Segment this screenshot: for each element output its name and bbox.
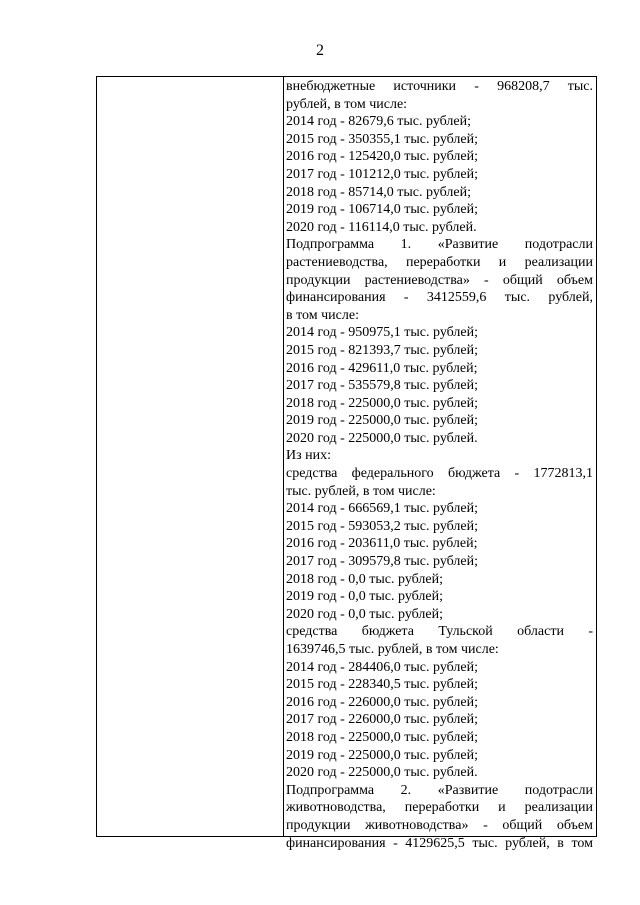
text-line: финансирования - 4129625,5 тыс. рублей, в том	[286, 835, 593, 851]
text-line: 2017 год - 309579,8 тыс. рублей;	[286, 554, 479, 570]
text-line: тыс. рублей, в том числе:	[286, 483, 436, 499]
text-line: 2017 год - 101212,0 тыс. рублей;	[286, 166, 479, 182]
text-line: 2014 год - 82679,6 тыс. рублей;	[286, 114, 472, 130]
text-line: 2017 год - 226000,0 тыс. рублей;	[286, 712, 479, 728]
text-line: в том числе:	[286, 307, 359, 323]
document-table	[96, 76, 597, 851]
text-line: 2014 год - 666569,1 тыс. рублей;	[286, 501, 479, 517]
text-line: 2018 год - 225000,0 тыс. рублей;	[286, 395, 479, 411]
text-line: 2016 год - 429611,0 тыс. рублей;	[286, 360, 478, 376]
text-line: 2014 год - 284406,0 тыс. рублей;	[286, 659, 479, 675]
text-line: рублей, в том числе:	[286, 96, 408, 112]
text-line: 2016 год - 125420,0 тыс. рублей;	[286, 149, 479, 165]
text-line: 2018 год - 85714,0 тыс. рублей;	[286, 184, 472, 200]
text-line: 2015 год - 821393,7 тыс. рублей;	[286, 342, 479, 358]
column-divider	[283, 77, 284, 836]
text-line: 2017 год - 535579,8 тыс. рублей;	[286, 378, 479, 394]
text-line: 2018 год - 225000,0 тыс. рублей;	[286, 729, 479, 745]
text-line: средства бюджета Тульской области -	[286, 624, 593, 640]
text-line: 2019 год - 225000,0 тыс. рублей;	[286, 413, 479, 429]
text-line: 2020 год - 116114,0 тыс. рублей.	[286, 219, 477, 235]
text-line: 2020 год - 225000,0 тыс. рублей.	[286, 430, 478, 446]
text-line: 2020 год - 225000,0 тыс. рублей.	[286, 765, 478, 781]
text-line: животноводства, переработки и реализации	[286, 800, 593, 816]
text-line: Подпрограмма 1. «Развитие подотрасли	[286, 237, 593, 253]
text-line: финансирования - 3412559,6 тыс. рублей,	[286, 290, 593, 306]
text-line: 2014 год - 950975,1 тыс. рублей;	[286, 325, 479, 341]
text-line: средства федерального бюджета - 1772813,1	[286, 466, 593, 482]
text-line: 2019 год - 0,0 тыс. рублей;	[286, 589, 444, 605]
text-line: Подпрограмма 2. «Развитие подотрасли	[286, 782, 593, 798]
text-line: 2018 год - 0,0 тыс. рублей;	[286, 571, 444, 587]
financing-text-cell	[286, 78, 593, 852]
text-line: Из них:	[286, 448, 332, 464]
text-line: продукции растениеводства» - общий объем	[286, 272, 593, 288]
text-line: 2015 год - 228340,5 тыс. рублей;	[286, 677, 479, 693]
text-line: 2016 год - 226000,0 тыс. рублей;	[286, 694, 479, 710]
text-line: растениеводства, переработки и реализации	[286, 254, 593, 270]
text-line: 2019 год - 225000,0 тыс. рублей;	[286, 747, 479, 763]
text-line: 2015 год - 593053,2 тыс. рублей;	[286, 518, 479, 534]
text-line: внебюджетные источники - 968208,7 тыс.	[286, 79, 593, 94]
text-line: 1639746,5 тыс. рублей, в том числе:	[286, 642, 499, 657]
text-line: 2015 год - 350355,1 тыс. рублей;	[286, 131, 479, 147]
text-line: 2016 год - 203611,0 тыс. рублей;	[286, 536, 478, 552]
text-line: 2019 год - 106714,0 тыс. рублей;	[286, 202, 479, 218]
text-line: продукции животноводства» - общий объем	[286, 817, 593, 833]
text-line: 2020 год - 0,0 тыс. рублей;	[286, 606, 444, 622]
page-number: 2	[316, 42, 324, 59]
